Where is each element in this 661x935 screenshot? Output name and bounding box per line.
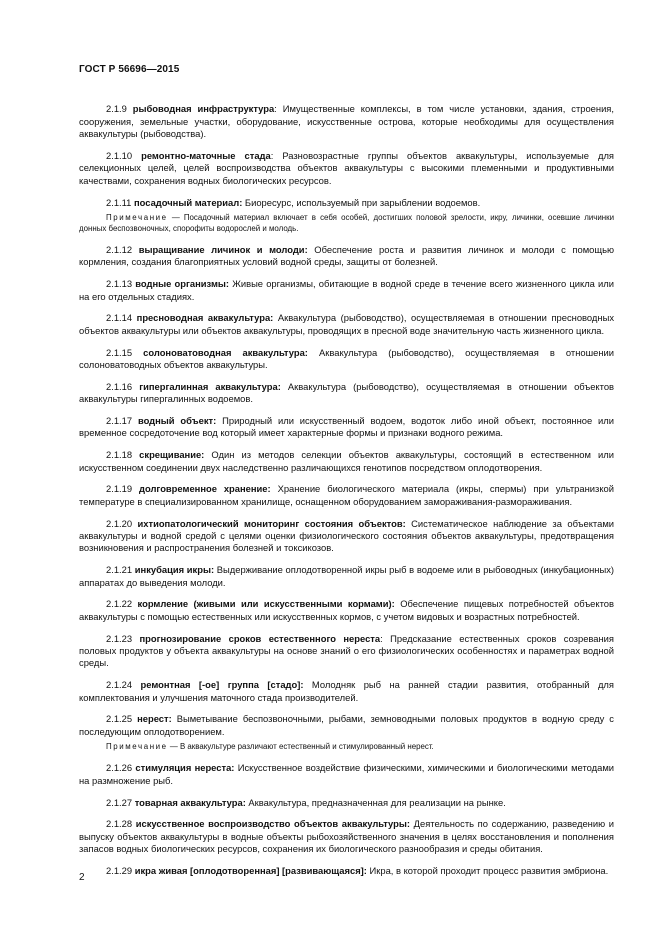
term-entry: 2.1.10 ремонтно-маточные стада: Разновозрастные группы объектов аквакультуры, используемые для селекционных целей, целей воспроизводства объектов аквакультуры с высокими племенными и продуктивными качествами, сохранения водных биологических ресурсов. [79,150,614,186]
page-number: 2 [79,872,85,883]
term-entry: 2.1.21 инкубация икры: Выдерживание оплодотворенной икры рыб в водоеме или в рыбоводных (инкубационных) аппаратах до выведения молоди. [79,564,615,588]
term-entry: 2.1.13 водные организмы: Живые организмы, обитающие в водной среде в течение всего жизненного цикла или на его отдельных стадиях. [79,278,614,302]
term-entry: 2.1.27 товарная аквакультура: Аквакультура, предназначенная для реализации на рынке. [106,796,506,808]
term-entry: 2.1.15 солоноватоводная аквакультура: Аквакультура (рыбоводство), осуществляемая в отношении солоноватоводных объектов аквакультуры. [79,346,615,371]
term-entry: 2.1.9 рыбоводная инфраструктура: Имущественные комплексы, в том числе установки, здания, строения, сооружения, земельные участки, оборудование, искусственные острова, которые необходимы для осуществления аквакультуры (рыбоводства). [79,103,614,140]
term-entry: 2.1.26 стимуляция нереста: Искусственное воздействие физическими, химическими и биологическими методами на размножение рыб. [79,762,615,786]
term-entry: 2.1.11 посадочный материал: Биоресурс, используемый при зарыблении водоемов. [106,196,481,208]
term-entry: 2.1.12 выращивание личинок и молоди: Обеспечение роста и развития личинок и молоди с помощью кормления, создания благоприятных условий водной среды, защиты от болезней. [79,244,614,268]
term-entry: 2.1.16 гипергалинная аквакультура: Аквакультура (рыбоводство), осуществляемая в отношении объектов аквакультуры гипергалинных водоемов. [79,380,615,405]
document-header: ГОСТ Р 56696—2015 [79,64,180,75]
term-entry: 2.1.18 скрещивание: Один из методов селекции объектов аквакультуры, состоящий в естественном или искусственном соединении двух наследственно различающихся генотипов посредством оплодотворения. [79,449,614,473]
note: Примечание — В аквакультуре различают естественный и стимулированный нерест. [106,742,434,752]
term-entry: 2.1.29 икра живая [оплодотворенная] [развивающаяся]: Икра, в которой проходит процесс развития эмбриона. [106,865,609,877]
note: Примечание — Посадочный материал включает в себя особей, достигших половой зрелости, икру, личинки, осевшие личинки донных беспозвоночных, спорофиты водорослей и молодь. [79,213,614,233]
term-entry: 2.1.24 ремонтная [-ое] группа [стадо]: Молодняк рыб на ранней стадии развития, отобранный для комплектования и улучшения маточного стада производителей. [79,679,614,703]
term-entry: 2.1.23 прогнозирование сроков естественного нереста: Предсказание естественных сроков созревания половых продуктов у объекта аквакультуры на основе знаний о его физиологических особенностях и параметрах водной среды. [79,632,614,669]
term-entry: 2.1.25 нерест: Выметывание беспозвоночными, рыбами, земноводными половых продуктов в водную среду с последующим оплодотворением. [79,713,614,737]
term-entry: 2.1.28 искусственное воспроизводство объектов аквакультуры: Деятельность по содержанию, разведению и выпуску объектов аквакультуры в водные объекты рыбохозяйственного значения в целях восстановления и пополнения запасов водных биологических ресурсов, сохранения их биологического разнообразия и среды обитания. [79,818,615,855]
term-entry: 2.1.22 кормление (живыми или искусственными кормами): Обеспечение пищевых потребностей объектов аквакультуры с помощью естественных или искусственных кормов, с учетом видовых и возрастных потребностей. [79,598,614,622]
term-entry: 2.1.19 долговременное хранение: Хранение биологического материала (икры, спермы) при ультранизкой температуре в специализированном хранилище, оснащенном оборудованием замораживания-размораживания. [79,483,614,507]
term-entry: 2.1.17 водный объект: Природный или искусственный водоем, водоток либо иной объект, постоянное или временное сосредоточение вод который имеет характерные формы и признаки водного режима. [79,415,614,439]
term-entry: 2.1.14 пресноводная аквакультура: Аквакультура (рыбоводство), осуществляемая в отношении пресноводных объектов аквакультуры или объектов аквакультуры, проводящих в пресной воде значительную часть жизненного цикла. [79,312,615,336]
term-entry: 2.1.20 ихтиопатологический мониторинг состояния объектов: Систематическое наблюдение за объектами аквакультуры и водной средой с целями оценки физиологического состояния объектов аквакультуры, предотвращения возникновения и распространения болезней и токсикозов. [79,517,614,554]
document-body [79,94,614,880]
